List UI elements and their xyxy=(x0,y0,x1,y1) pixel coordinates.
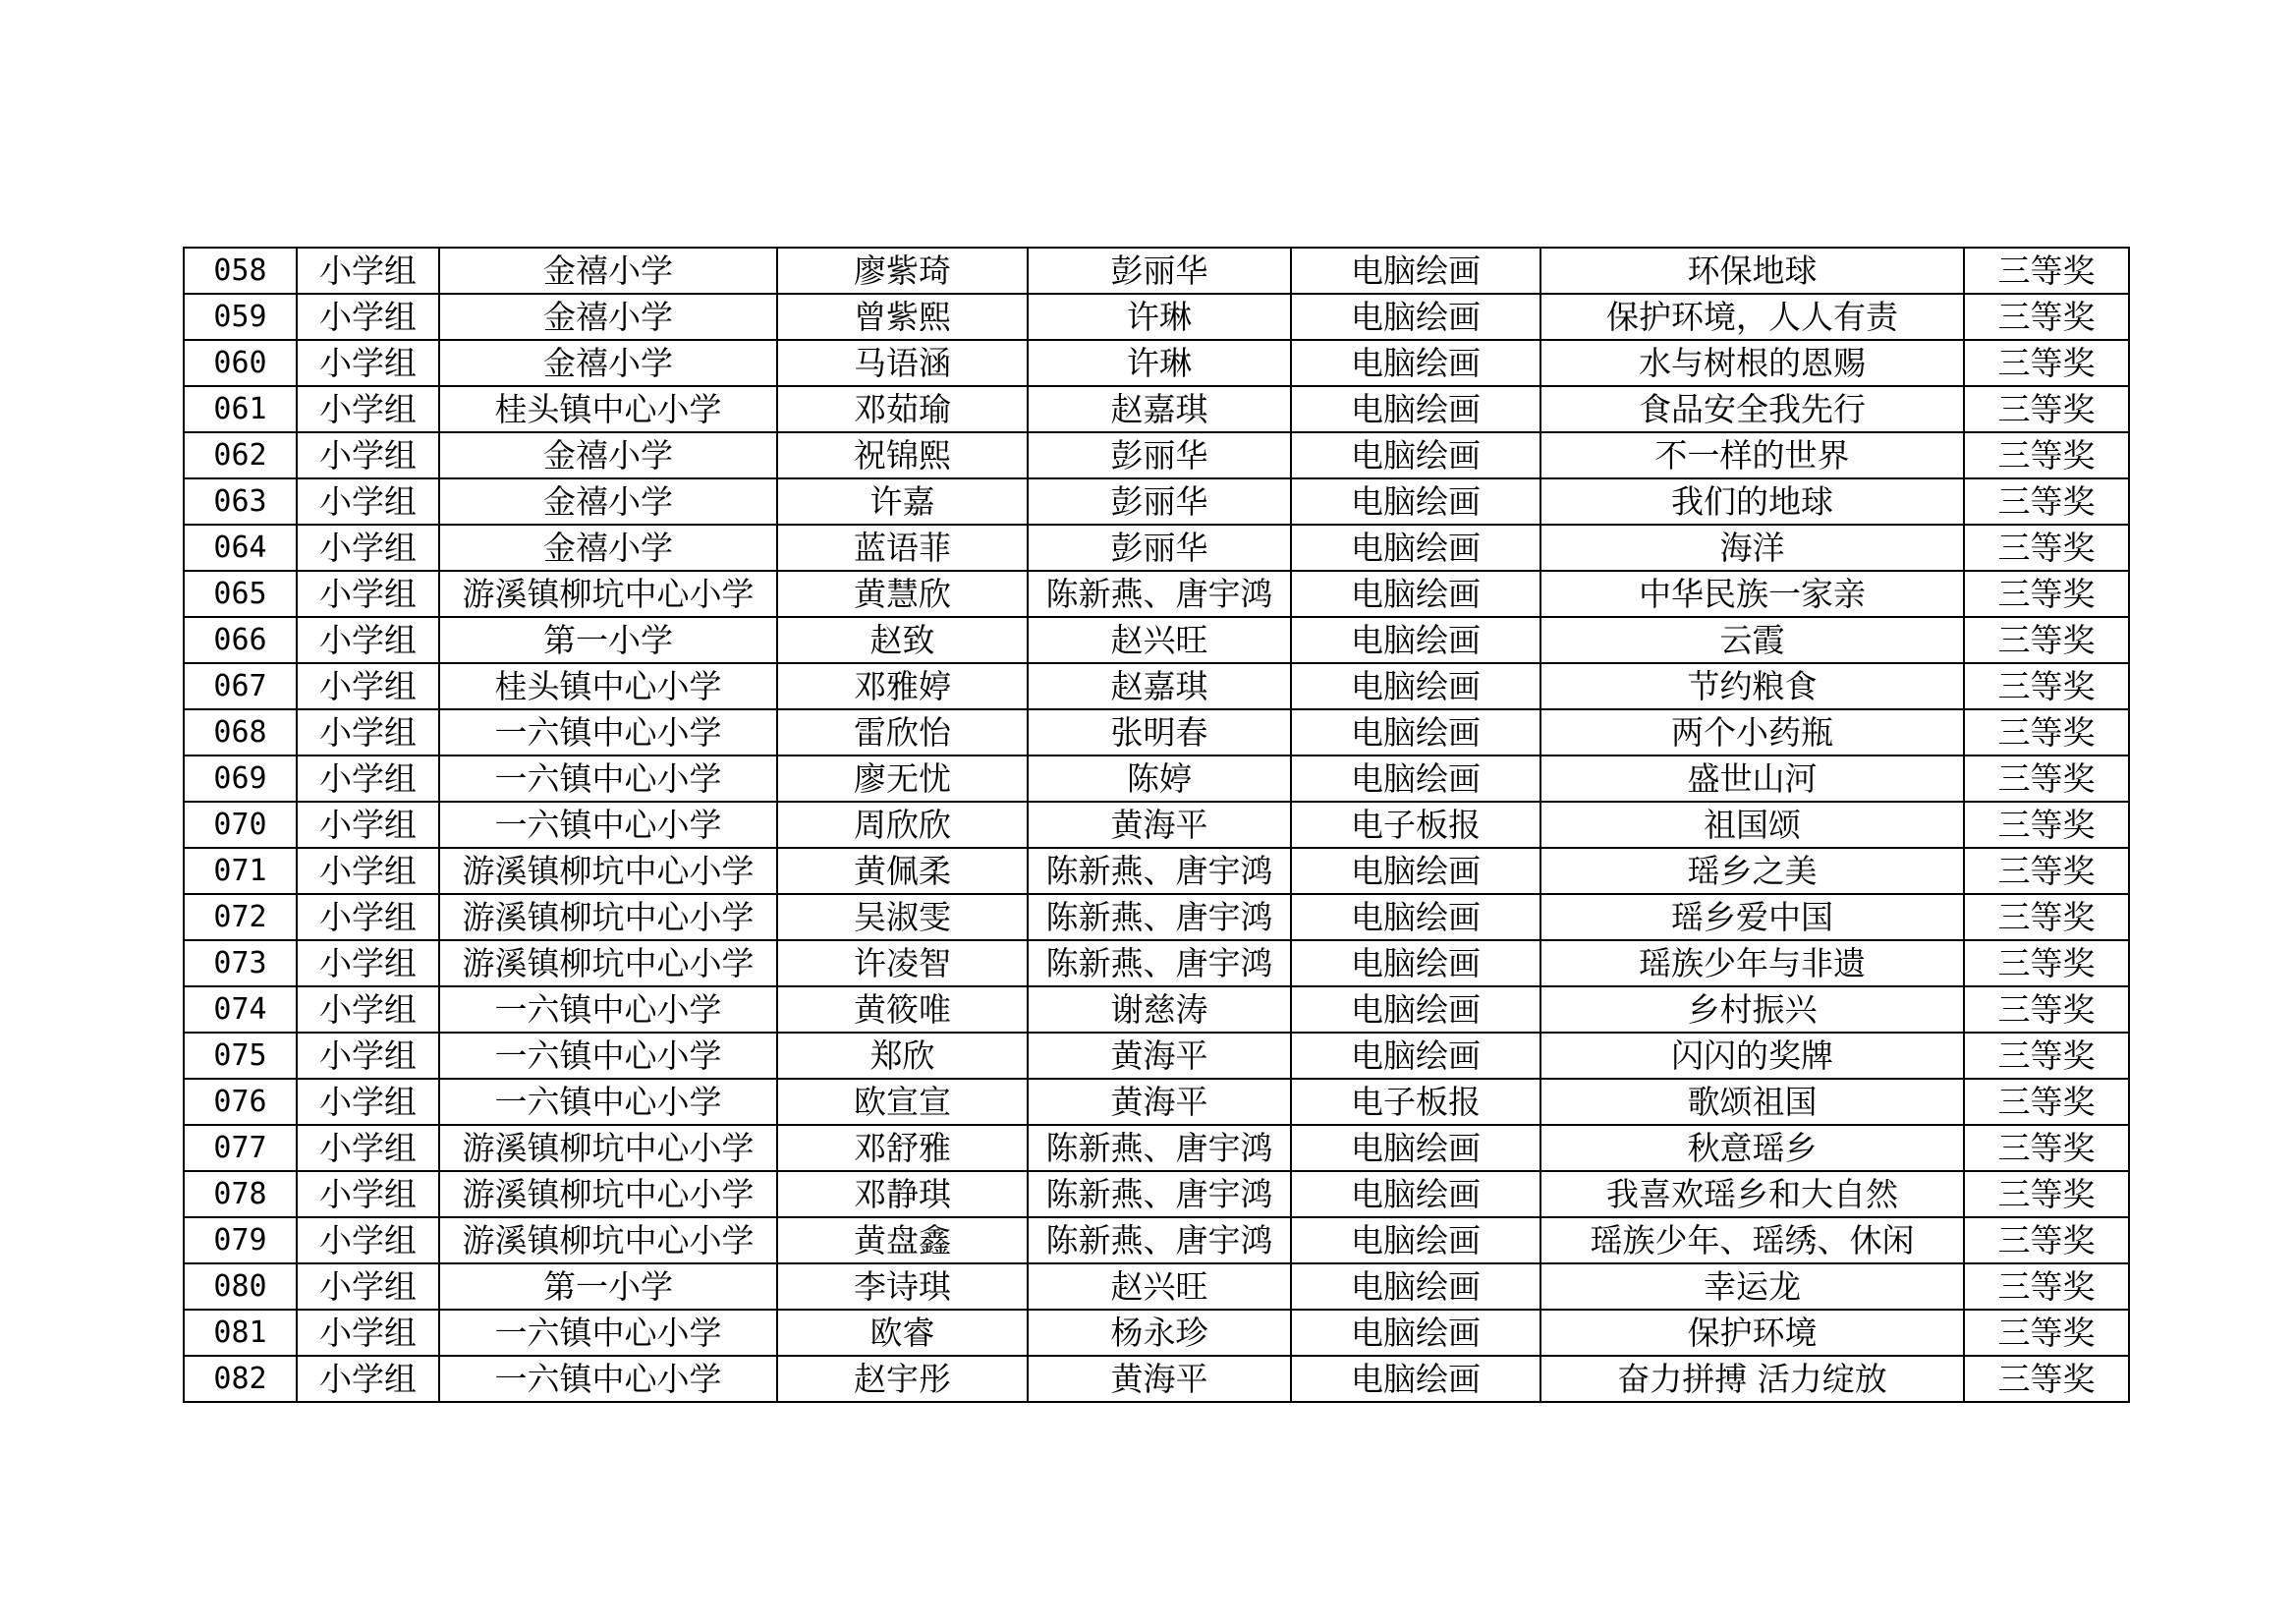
school-cell: 游溪镇柳坑中心小学 xyxy=(439,571,777,617)
work-title-cell: 不一样的世界 xyxy=(1540,432,1964,478)
category-cell: 电脑绘画 xyxy=(1291,340,1540,386)
table-row xyxy=(184,986,2129,1033)
category-cell: 电脑绘画 xyxy=(1291,386,1540,432)
category-cell: 电脑绘画 xyxy=(1291,848,1540,894)
group-cell: 小学组 xyxy=(297,802,439,848)
entry-number-cell: 063 xyxy=(184,478,297,525)
student-name-cell: 廖紫琦 xyxy=(777,248,1028,294)
student-name-cell: 黄慧欣 xyxy=(777,571,1028,617)
school-cell: 游溪镇柳坑中心小学 xyxy=(439,894,777,940)
group-cell: 小学组 xyxy=(297,248,439,294)
entry-number-cell: 069 xyxy=(184,756,297,802)
entry-number-cell: 065 xyxy=(184,571,297,617)
school-cell: 游溪镇柳坑中心小学 xyxy=(439,1217,777,1263)
teacher-cell: 赵嘉琪 xyxy=(1028,663,1291,709)
teacher-cell: 陈新燕、唐宇鸿 xyxy=(1028,1217,1291,1263)
table-row xyxy=(184,940,2129,986)
group-cell: 小学组 xyxy=(297,432,439,478)
teacher-cell: 陈新燕、唐宇鸿 xyxy=(1028,1171,1291,1217)
entry-number-cell: 067 xyxy=(184,663,297,709)
award-cell: 三等奖 xyxy=(1964,1079,2129,1125)
award-cell: 三等奖 xyxy=(1964,432,2129,478)
school-cell: 一六镇中心小学 xyxy=(439,1033,777,1079)
school-cell: 游溪镇柳坑中心小学 xyxy=(439,848,777,894)
group-cell: 小学组 xyxy=(297,709,439,756)
table-row xyxy=(184,1217,2129,1263)
award-cell: 三等奖 xyxy=(1964,1356,2129,1402)
group-cell: 小学组 xyxy=(297,986,439,1033)
work-title-cell: 水与树根的恩赐 xyxy=(1540,340,1964,386)
entry-number-cell: 077 xyxy=(184,1125,297,1171)
category-cell: 电脑绘画 xyxy=(1291,894,1540,940)
student-name-cell: 黄筱唯 xyxy=(777,986,1028,1033)
student-name-cell: 周欣欣 xyxy=(777,802,1028,848)
group-cell: 小学组 xyxy=(297,1356,439,1402)
table-row xyxy=(184,294,2129,340)
entry-number-cell: 076 xyxy=(184,1079,297,1125)
teacher-cell: 彭丽华 xyxy=(1028,525,1291,571)
student-name-cell: 邓雅婷 xyxy=(777,663,1028,709)
category-cell: 电脑绘画 xyxy=(1291,478,1540,525)
teacher-cell: 黄海平 xyxy=(1028,1356,1291,1402)
work-title-cell: 两个小药瓶 xyxy=(1540,709,1964,756)
student-name-cell: 欧睿 xyxy=(777,1310,1028,1356)
group-cell: 小学组 xyxy=(297,294,439,340)
table-row xyxy=(184,709,2129,756)
teacher-cell: 张明春 xyxy=(1028,709,1291,756)
school-cell: 游溪镇柳坑中心小学 xyxy=(439,940,777,986)
table-row xyxy=(184,1079,2129,1125)
entry-number-cell: 058 xyxy=(184,248,297,294)
category-cell: 电子板报 xyxy=(1291,802,1540,848)
entry-number-cell: 082 xyxy=(184,1356,297,1402)
work-title-cell: 我们的地球 xyxy=(1540,478,1964,525)
entry-number-cell: 062 xyxy=(184,432,297,478)
group-cell: 小学组 xyxy=(297,894,439,940)
student-name-cell: 曾紫熙 xyxy=(777,294,1028,340)
award-cell: 三等奖 xyxy=(1964,248,2129,294)
category-cell: 电脑绘画 xyxy=(1291,1217,1540,1263)
work-title-cell: 云霞 xyxy=(1540,617,1964,663)
school-cell: 一六镇中心小学 xyxy=(439,756,777,802)
group-cell: 小学组 xyxy=(297,1310,439,1356)
teacher-cell: 赵兴旺 xyxy=(1028,1263,1291,1310)
category-cell: 电脑绘画 xyxy=(1291,756,1540,802)
award-cell: 三等奖 xyxy=(1964,294,2129,340)
group-cell: 小学组 xyxy=(297,340,439,386)
award-cell: 三等奖 xyxy=(1964,1263,2129,1310)
school-cell: 第一小学 xyxy=(439,617,777,663)
table-row xyxy=(184,1263,2129,1310)
work-title-cell: 祖国颂 xyxy=(1540,802,1964,848)
school-cell: 一六镇中心小学 xyxy=(439,709,777,756)
work-title-cell: 保护环境 xyxy=(1540,1310,1964,1356)
group-cell: 小学组 xyxy=(297,1171,439,1217)
table-row xyxy=(184,1356,2129,1402)
school-cell: 金禧小学 xyxy=(439,248,777,294)
category-cell: 电脑绘画 xyxy=(1291,617,1540,663)
category-cell: 电脑绘画 xyxy=(1291,248,1540,294)
entry-number-cell: 078 xyxy=(184,1171,297,1217)
school-cell: 第一小学 xyxy=(439,1263,777,1310)
category-cell: 电脑绘画 xyxy=(1291,525,1540,571)
teacher-cell: 许琳 xyxy=(1028,294,1291,340)
work-title-cell: 海洋 xyxy=(1540,525,1964,571)
student-name-cell: 黄佩柔 xyxy=(777,848,1028,894)
school-cell: 金禧小学 xyxy=(439,432,777,478)
work-title-cell: 歌颂祖国 xyxy=(1540,1079,1964,1125)
work-title-cell: 乡村振兴 xyxy=(1540,986,1964,1033)
entry-number-cell: 081 xyxy=(184,1310,297,1356)
category-cell: 电脑绘画 xyxy=(1291,986,1540,1033)
teacher-cell: 赵嘉琪 xyxy=(1028,386,1291,432)
category-cell: 电脑绘画 xyxy=(1291,1356,1540,1402)
school-cell: 游溪镇柳坑中心小学 xyxy=(439,1171,777,1217)
award-cell: 三等奖 xyxy=(1964,478,2129,525)
work-title-cell: 食品安全我先行 xyxy=(1540,386,1964,432)
teacher-cell: 黄海平 xyxy=(1028,1079,1291,1125)
award-cell: 三等奖 xyxy=(1964,340,2129,386)
entry-number-cell: 073 xyxy=(184,940,297,986)
student-name-cell: 祝锦熙 xyxy=(777,432,1028,478)
group-cell: 小学组 xyxy=(297,571,439,617)
work-title-cell: 环保地球 xyxy=(1540,248,1964,294)
award-cell: 三等奖 xyxy=(1964,709,2129,756)
school-cell: 一六镇中心小学 xyxy=(439,1310,777,1356)
work-title-cell: 秋意瑶乡 xyxy=(1540,1125,1964,1171)
student-name-cell: 李诗琪 xyxy=(777,1263,1028,1310)
student-name-cell: 邓舒雅 xyxy=(777,1125,1028,1171)
group-cell: 小学组 xyxy=(297,617,439,663)
entry-number-cell: 064 xyxy=(184,525,297,571)
teacher-cell: 彭丽华 xyxy=(1028,432,1291,478)
category-cell: 电脑绘画 xyxy=(1291,663,1540,709)
entry-number-cell: 072 xyxy=(184,894,297,940)
school-cell: 游溪镇柳坑中心小学 xyxy=(439,1125,777,1171)
student-name-cell: 许嘉 xyxy=(777,478,1028,525)
table-row xyxy=(184,1310,2129,1356)
teacher-cell: 许琳 xyxy=(1028,340,1291,386)
award-cell: 三等奖 xyxy=(1964,617,2129,663)
school-cell: 金禧小学 xyxy=(439,294,777,340)
award-rows xyxy=(184,248,2129,1402)
table-row xyxy=(184,848,2129,894)
table-row xyxy=(184,894,2129,940)
category-cell: 电脑绘画 xyxy=(1291,709,1540,756)
teacher-cell: 谢慈涛 xyxy=(1028,986,1291,1033)
group-cell: 小学组 xyxy=(297,478,439,525)
student-name-cell: 许凌智 xyxy=(777,940,1028,986)
table-row xyxy=(184,525,2129,571)
table-row xyxy=(184,1171,2129,1217)
category-cell: 电脑绘画 xyxy=(1291,1033,1540,1079)
entry-number-cell: 068 xyxy=(184,709,297,756)
entry-number-cell: 060 xyxy=(184,340,297,386)
table-row xyxy=(184,663,2129,709)
category-cell: 电子板报 xyxy=(1291,1079,1540,1125)
work-title-cell: 瑶乡爱中国 xyxy=(1540,894,1964,940)
award-cell: 三等奖 xyxy=(1964,848,2129,894)
student-name-cell: 黄盘鑫 xyxy=(777,1217,1028,1263)
award-cell: 三等奖 xyxy=(1964,386,2129,432)
entry-number-cell: 071 xyxy=(184,848,297,894)
table-row xyxy=(184,756,2129,802)
group-cell: 小学组 xyxy=(297,940,439,986)
teacher-cell: 杨永珍 xyxy=(1028,1310,1291,1356)
student-name-cell: 欧宣宣 xyxy=(777,1079,1028,1125)
category-cell: 电脑绘画 xyxy=(1291,1263,1540,1310)
award-cell: 三等奖 xyxy=(1964,1310,2129,1356)
teacher-cell: 黄海平 xyxy=(1028,802,1291,848)
table-row xyxy=(184,1125,2129,1171)
school-cell: 金禧小学 xyxy=(439,340,777,386)
student-name-cell: 廖无忧 xyxy=(777,756,1028,802)
entry-number-cell: 074 xyxy=(184,986,297,1033)
entry-number-cell: 070 xyxy=(184,802,297,848)
award-cell: 三等奖 xyxy=(1964,1125,2129,1171)
work-title-cell: 中华民族一家亲 xyxy=(1540,571,1964,617)
work-title-cell: 奋力拼搏 活力绽放 xyxy=(1540,1356,1964,1402)
table-row xyxy=(184,340,2129,386)
school-cell: 一六镇中心小学 xyxy=(439,986,777,1033)
student-name-cell: 郑欣 xyxy=(777,1033,1028,1079)
table-row xyxy=(184,478,2129,525)
student-name-cell: 邓茹瑜 xyxy=(777,386,1028,432)
group-cell: 小学组 xyxy=(297,1263,439,1310)
work-title-cell: 瑶族少年与非遗 xyxy=(1540,940,1964,986)
student-name-cell: 邓静琪 xyxy=(777,1171,1028,1217)
award-list-table xyxy=(183,247,2130,1403)
entry-number-cell: 066 xyxy=(184,617,297,663)
category-cell: 电脑绘画 xyxy=(1291,1125,1540,1171)
award-cell: 三等奖 xyxy=(1964,756,2129,802)
teacher-cell: 赵兴旺 xyxy=(1028,617,1291,663)
teacher-cell: 陈新燕、唐宇鸿 xyxy=(1028,1125,1291,1171)
group-cell: 小学组 xyxy=(297,1033,439,1079)
student-name-cell: 赵宇彤 xyxy=(777,1356,1028,1402)
school-cell: 金禧小学 xyxy=(439,525,777,571)
teacher-cell: 陈新燕、唐宇鸿 xyxy=(1028,571,1291,617)
teacher-cell: 陈新燕、唐宇鸿 xyxy=(1028,848,1291,894)
group-cell: 小学组 xyxy=(297,848,439,894)
award-cell: 三等奖 xyxy=(1964,1033,2129,1079)
award-cell: 三等奖 xyxy=(1964,663,2129,709)
school-cell: 一六镇中心小学 xyxy=(439,802,777,848)
student-name-cell: 蓝语菲 xyxy=(777,525,1028,571)
school-cell: 桂头镇中心小学 xyxy=(439,386,777,432)
work-title-cell: 幸运龙 xyxy=(1540,1263,1964,1310)
table-row xyxy=(184,386,2129,432)
award-cell: 三等奖 xyxy=(1964,940,2129,986)
group-cell: 小学组 xyxy=(297,1217,439,1263)
category-cell: 电脑绘画 xyxy=(1291,432,1540,478)
award-cell: 三等奖 xyxy=(1964,571,2129,617)
work-title-cell: 我喜欢瑶乡和大自然 xyxy=(1540,1171,1964,1217)
school-cell: 一六镇中心小学 xyxy=(439,1356,777,1402)
student-name-cell: 吴淑雯 xyxy=(777,894,1028,940)
group-cell: 小学组 xyxy=(297,663,439,709)
teacher-cell: 彭丽华 xyxy=(1028,248,1291,294)
group-cell: 小学组 xyxy=(297,1125,439,1171)
table-row xyxy=(184,571,2129,617)
student-name-cell: 马语涵 xyxy=(777,340,1028,386)
entry-number-cell: 080 xyxy=(184,1263,297,1310)
category-cell: 电脑绘画 xyxy=(1291,940,1540,986)
category-cell: 电脑绘画 xyxy=(1291,571,1540,617)
table-row xyxy=(184,432,2129,478)
entry-number-cell: 059 xyxy=(184,294,297,340)
group-cell: 小学组 xyxy=(297,525,439,571)
work-title-cell: 闪闪的奖牌 xyxy=(1540,1033,1964,1079)
award-cell: 三等奖 xyxy=(1964,525,2129,571)
category-cell: 电脑绘画 xyxy=(1291,294,1540,340)
teacher-cell: 陈婷 xyxy=(1028,756,1291,802)
school-cell: 金禧小学 xyxy=(439,478,777,525)
table-row xyxy=(184,617,2129,663)
category-cell: 电脑绘画 xyxy=(1291,1310,1540,1356)
entry-number-cell: 079 xyxy=(184,1217,297,1263)
award-cell: 三等奖 xyxy=(1964,1217,2129,1263)
table-row xyxy=(184,1033,2129,1079)
school-cell: 一六镇中心小学 xyxy=(439,1079,777,1125)
entry-number-cell: 075 xyxy=(184,1033,297,1079)
work-title-cell: 保护环境，人人有责 xyxy=(1540,294,1964,340)
group-cell: 小学组 xyxy=(297,386,439,432)
work-title-cell: 瑶族少年、瑶绣、休闲 xyxy=(1540,1217,1964,1263)
award-cell: 三等奖 xyxy=(1964,986,2129,1033)
teacher-cell: 陈新燕、唐宇鸿 xyxy=(1028,940,1291,986)
group-cell: 小学组 xyxy=(297,756,439,802)
award-cell: 三等奖 xyxy=(1964,802,2129,848)
group-cell: 小学组 xyxy=(297,1079,439,1125)
teacher-cell: 陈新燕、唐宇鸿 xyxy=(1028,894,1291,940)
table-row xyxy=(184,248,2129,294)
work-title-cell: 瑶乡之美 xyxy=(1540,848,1964,894)
student-name-cell: 雷欣怡 xyxy=(777,709,1028,756)
work-title-cell: 节约粮食 xyxy=(1540,663,1964,709)
award-cell: 三等奖 xyxy=(1964,1171,2129,1217)
school-cell: 桂头镇中心小学 xyxy=(439,663,777,709)
award-cell: 三等奖 xyxy=(1964,894,2129,940)
work-title-cell: 盛世山河 xyxy=(1540,756,1964,802)
teacher-cell: 黄海平 xyxy=(1028,1033,1291,1079)
category-cell: 电脑绘画 xyxy=(1291,1171,1540,1217)
student-name-cell: 赵致 xyxy=(777,617,1028,663)
table-row xyxy=(184,802,2129,848)
entry-number-cell: 061 xyxy=(184,386,297,432)
teacher-cell: 彭丽华 xyxy=(1028,478,1291,525)
